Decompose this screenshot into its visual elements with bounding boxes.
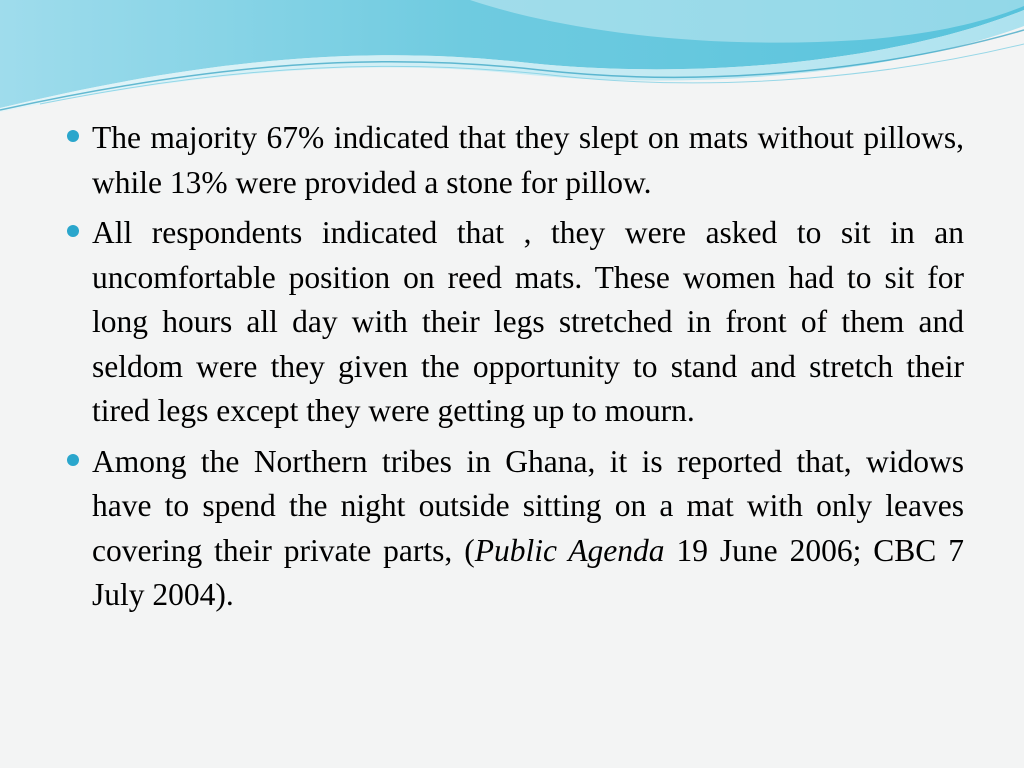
bullet-list: [62, 116, 964, 624]
bullet-text: All respondents indicated that , they were asked to sit in an uncomfortable position on reed mats. These women had to sit for long hours all day with their legs stretched in front of them and seldom were they given the opportunity to stand and stretch their tired legs except they were getting up to mourn.: [92, 215, 964, 428]
bullet-item: [62, 116, 964, 205]
bullet-text-part: 19 June 2006; CBC 7 July 2004).: [92, 532, 964, 612]
bullet-dot-icon: [67, 454, 79, 466]
bullet-item: [62, 440, 964, 618]
source-citation-italic: Public Agenda: [474, 532, 665, 568]
bullet-text: The majority 67% indicated that they slept on mats without pillows, while 13% were provided a stone for pillow.: [92, 120, 964, 200]
bullet-dot-icon: [67, 225, 79, 237]
bullet-text: [92, 440, 964, 618]
header-wave-decoration: [0, 0, 1024, 120]
bullet-text-part: Among the Northern tribes in Ghana, it is reported that, widows have to spend the night outside sitting on a mat with only leaves covering their private parts, (: [92, 443, 964, 568]
bullet-item: [62, 211, 964, 434]
bullet-dot-icon: [67, 130, 79, 142]
